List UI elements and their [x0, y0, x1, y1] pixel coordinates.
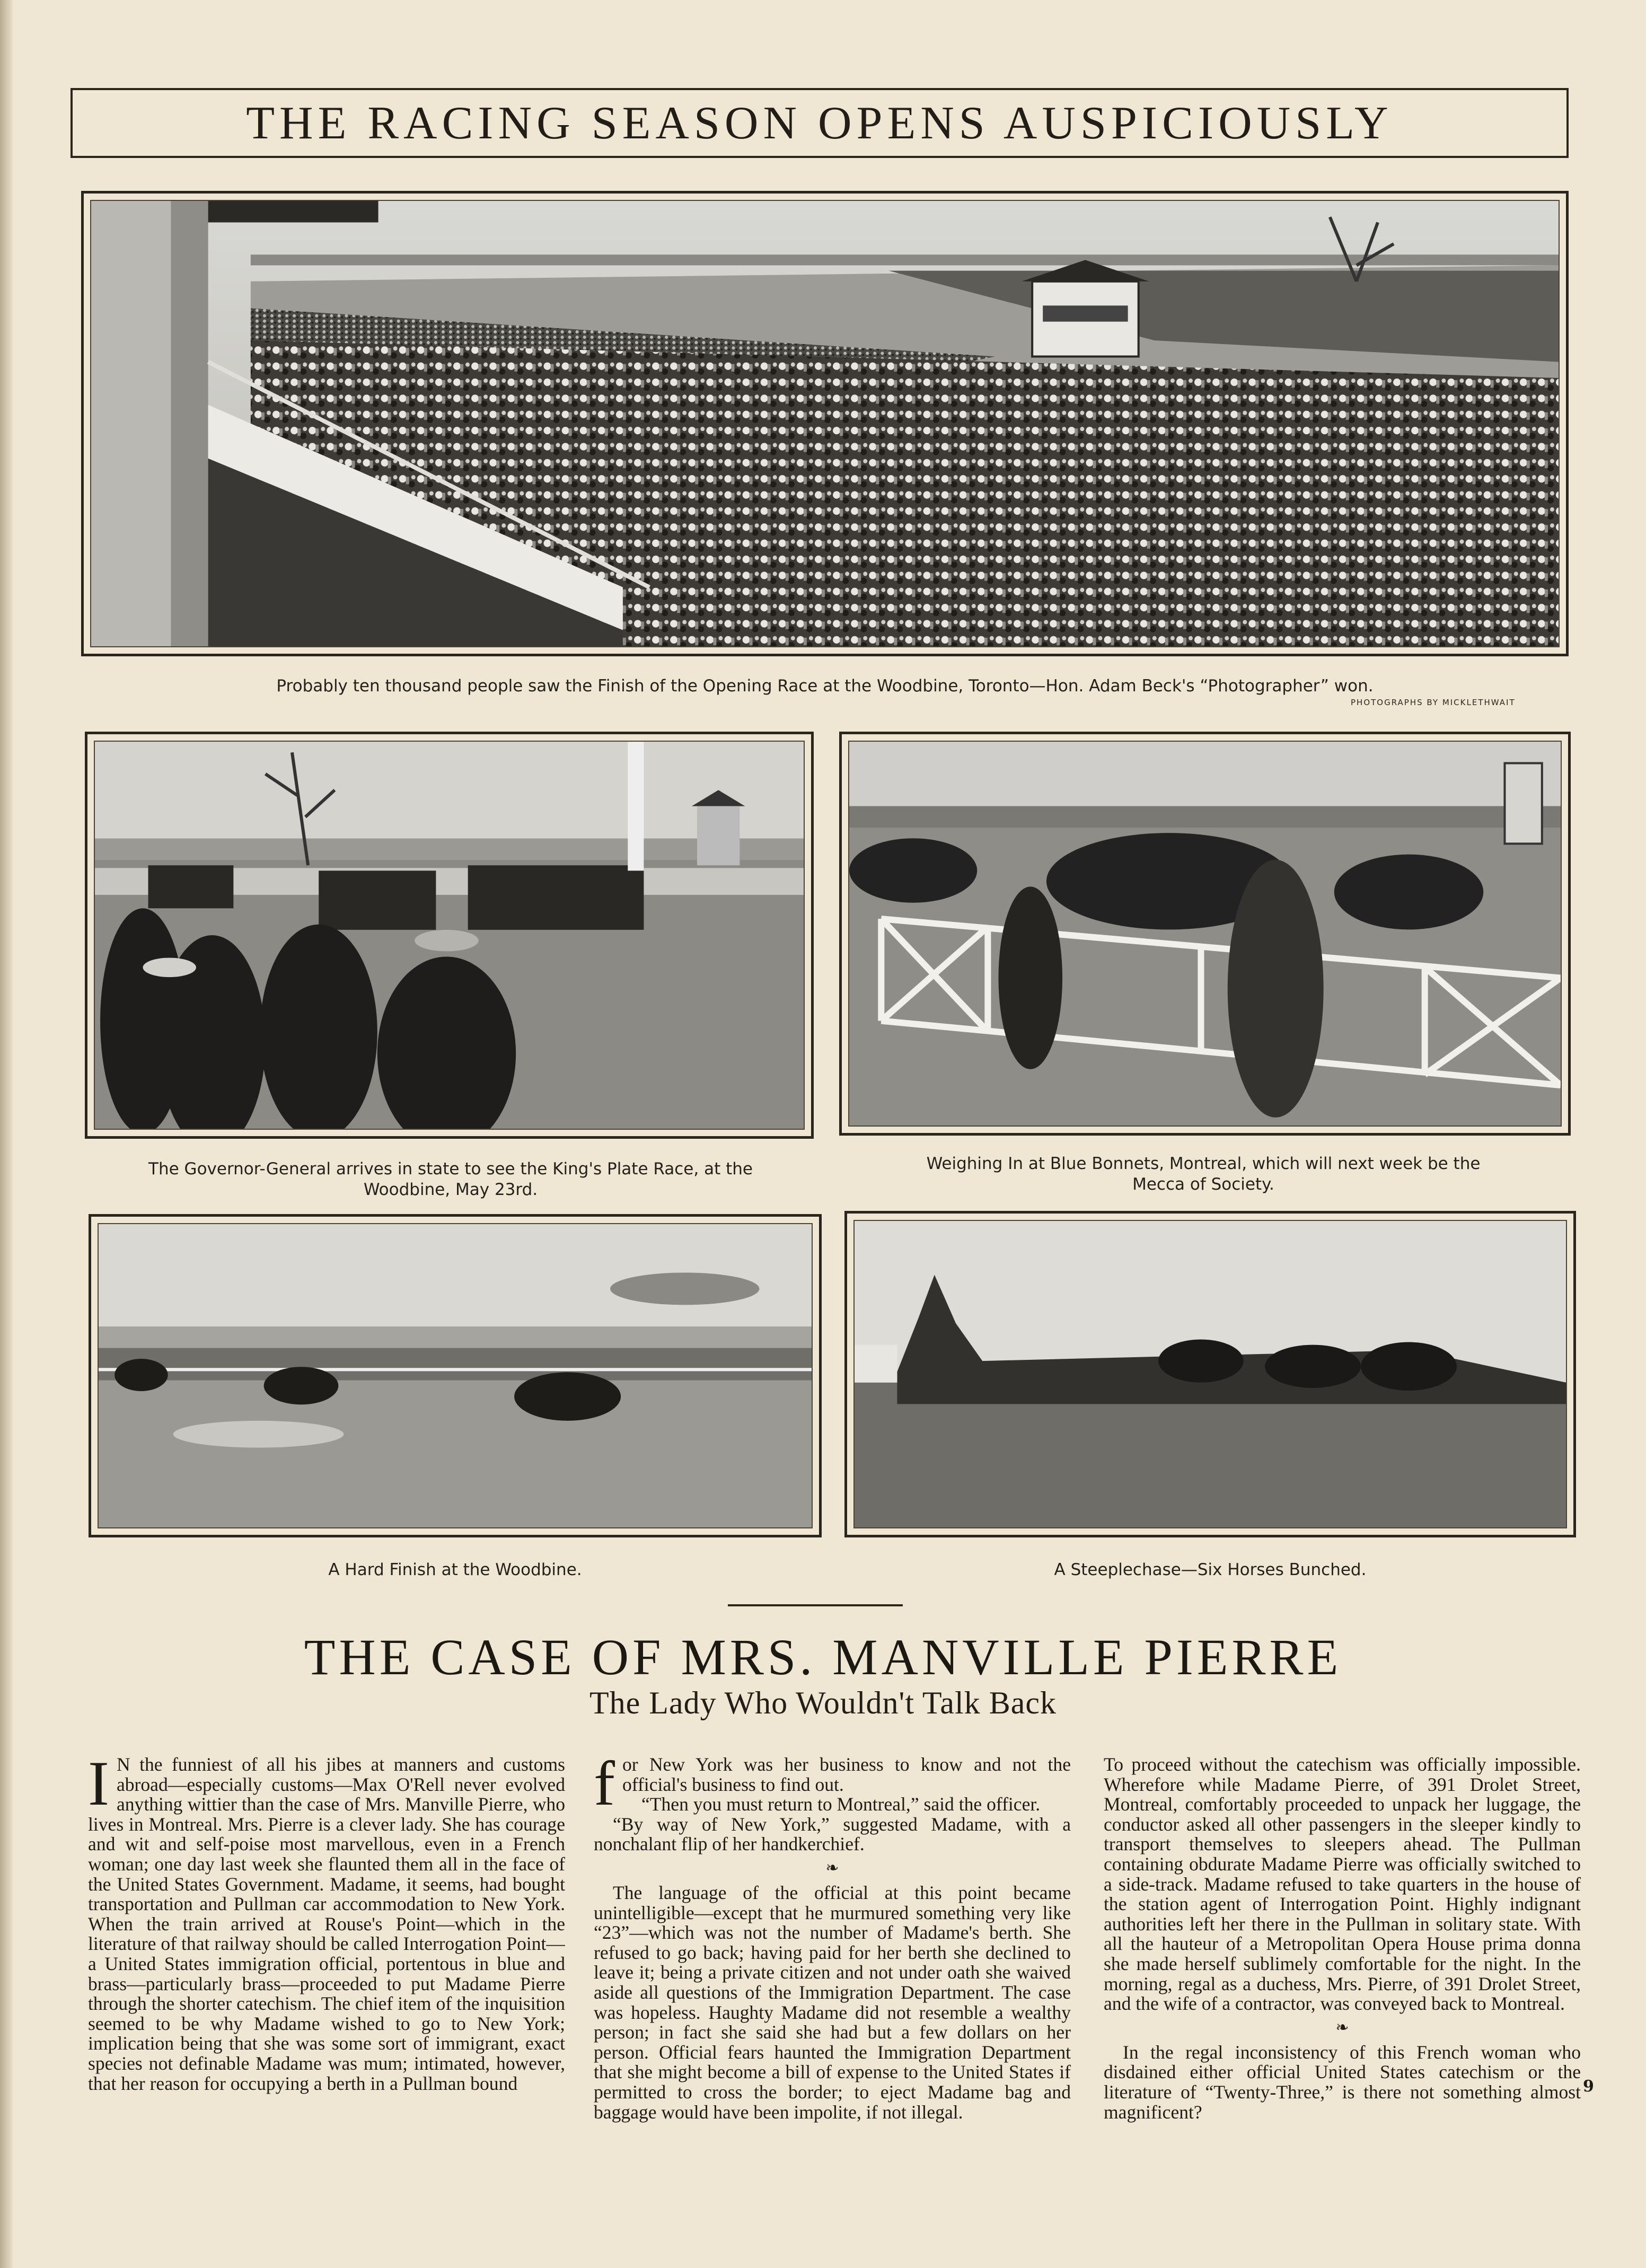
weighing-in-photo — [839, 732, 1571, 1136]
steeplechase-caption: A Steeplechase—Six Horses Bunched. — [1054, 1560, 1367, 1579]
article-paragraph: “Then you must return to Montreal,” said the officer. — [641, 1794, 1041, 1815]
governor-general-scene-image — [95, 742, 804, 1129]
weighing-in-caption: Weighing In at Blue Bonnets, Montreal, which will next week be the Mecca of Society. — [926, 1154, 1481, 1194]
ornament-icon: ❧ — [1335, 2018, 1349, 2036]
article-column-3 — [1104, 1755, 1581, 2179]
article-headline: THE CASE OF MRS. MANVILLE PIERRE — [304, 1629, 1342, 1685]
section-divider — [728, 1604, 903, 1606]
woodbine-grandstand-photo — [81, 191, 1569, 656]
article-paragraph: The language of the official at this point became unintelligible—except that he murmured something very like “23”—which was not the number of Madame's berth. She refused to go back; having paid for her berth she declined to leave it; being a private citizen and not under oath she waived aside all questions of the Immigration Department. The case was hopeless. Haughty Madame did not resemble a wealthy person; in fact she said she had but a few dollars on her person. Official fears haunted the Immigration Department that she might become a bill of expense to the United States if permitted to cross the border; to eject Madame bag and baggage would have been impolite, if not illegal. — [594, 1882, 1071, 2123]
hard-finish-photo — [89, 1214, 822, 1537]
grandstand-caption: Probably ten thousand people saw the Finish of the Opening Race at the Woodbine, Toronto—Hon. Adam Beck's “Photographer” won. — [276, 676, 1374, 696]
grandstand-scene-image — [91, 201, 1559, 646]
ornament-icon: ❧ — [825, 1859, 839, 1877]
hard-finish-caption: A Hard Finish at the Woodbine. — [328, 1560, 582, 1579]
weighing-in-scene-image — [849, 742, 1561, 1126]
page-title: THE RACING SEASON OPENS AUSPICIOUSLY — [246, 97, 1393, 149]
article-paragraph: To proceed without the catechism was officially impossible. Wherefore while Madame Pierre, of 391 Drolet Street, Montreal, comfortably proceeded to unpack her luggage, the conductor asked all other passengers in the sleeper kindly to transport themselves to sleepers ahead. The Pullman containing obdurate Madame Pierre was officially switched to a side-track. Madame refused to take quarters in the house of the station agent of Interrogation Point. Highly indignant authorities left her there in the Pullman in solitary state. With all the hauteur of a Metropolitan Opera House prima donna she made herself sublimely comfortable for the night. In the morning, regal as a duchess, Mrs. Pierre, of 391 Drolet Street, and the wife of a contractor, was conveyed back to Montreal. — [1104, 1755, 1581, 2015]
article-column-1 — [88, 1755, 565, 2179]
page-title-box — [71, 88, 1569, 158]
hard-finish-scene-image — [99, 1224, 812, 1527]
article-paragraph: “By way of New York,” suggested Madame, with a nonchalant flip of her handkerchief. — [594, 1813, 1071, 1855]
steeplechase-scene-image — [855, 1221, 1566, 1527]
article-paragraph: In the regal inconsistency of this French woman who disdained either official United States catechism or the literature of “Twenty-Three,” is there not something almost magnificent? — [1104, 2041, 1581, 2123]
governor-general-caption: The Governor-General arrives in state to see the King's Plate Race, at the Woodbine, May 23rd. — [148, 1159, 753, 1199]
page-number: 9 — [1583, 2077, 1594, 2096]
article-column-2 — [594, 1755, 1071, 2179]
article-paragraph: IN the funniest of all his jibes at manners and customs abroad—especially customs—Max O'Rell never evolved anything wittier than the case of Mrs. Manville Pierre, who lives in Montreal. Mrs. Pierre is a clever lady. She has courage and wit and self-poise most marvellous, even in a French woman; one day last week she flaunted them all in the face of the United States Government. Madame, it seems, had bought transportation and Pullman car accommodation to New York. When the train arrived at Rouse's Point—which in the literature of that railway should be called Interrogation Point—a United States immigration official, portentous in blue and brass—particularly brass—proceeded to put Madame Pierre through the shorter catechism. The chief item of the inquisition seemed to be why Madame wished to go to New York; implication being that she was some sort of immigrant, exact species not definable Madame was mum; intimated, however, that her reason for occupying a berth in a Pullman bound — [88, 1755, 565, 2094]
article-paragraph: for New York was her business to know and not the official's business to find out. — [594, 1755, 1071, 1818]
photo-credit: PHOTOGRAPHS BY MICKLETHWAIT — [1351, 698, 1516, 707]
article-subheadline: The Lady Who Wouldn't Talk Back — [589, 1685, 1057, 1720]
page-edge — [0, 0, 13, 2268]
governor-general-photo — [85, 732, 814, 1139]
steeplechase-photo — [844, 1211, 1576, 1537]
